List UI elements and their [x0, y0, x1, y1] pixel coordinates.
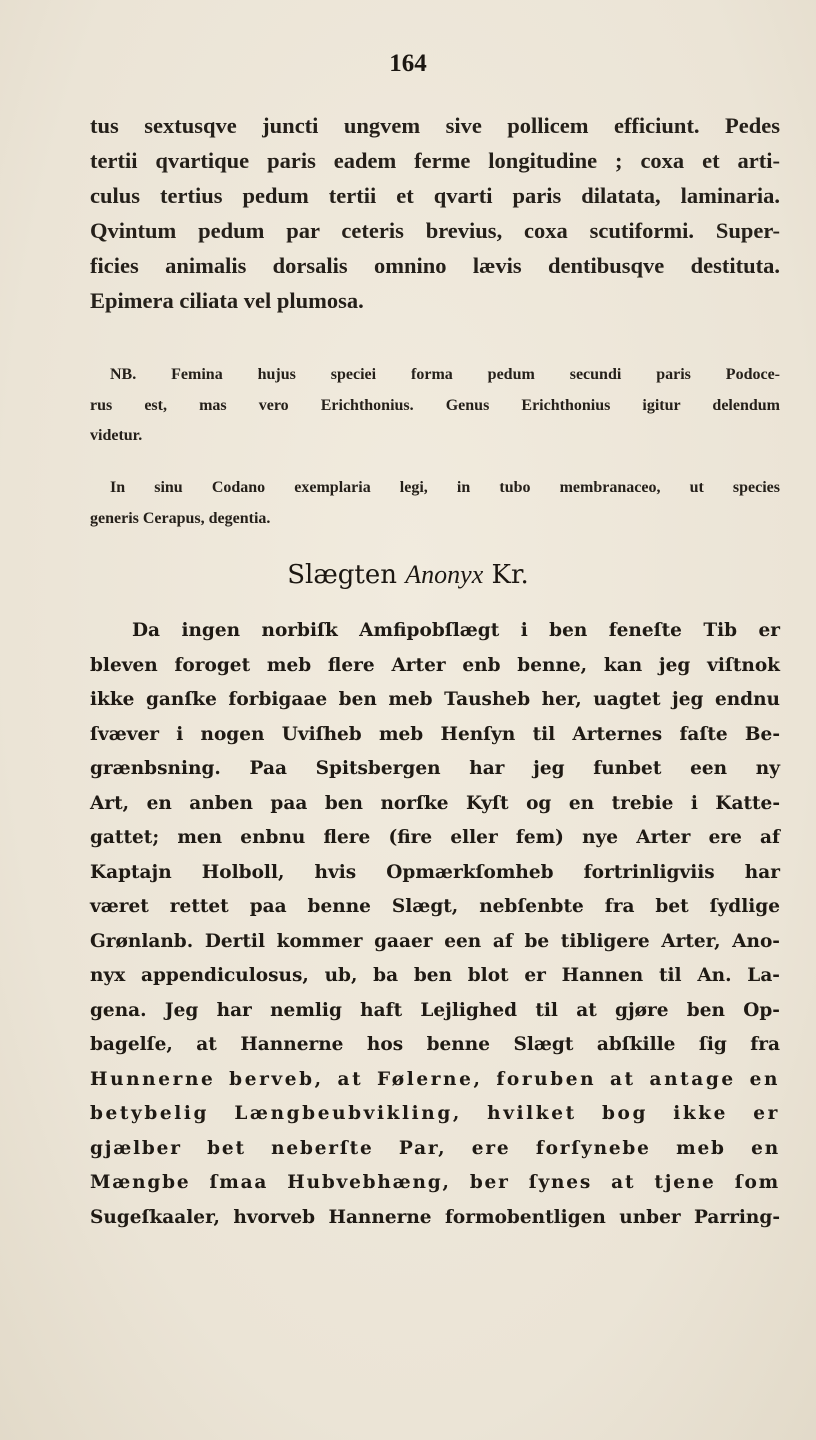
note-locality: [90, 473, 780, 534]
page-number: 164: [389, 50, 427, 77]
danish-line: Sugeſkaaler, hvorveb Hannerne formobentligen unber Parring-: [90, 1206, 780, 1228]
danish-line: bagelſe, at Hannerne hos benne Slægt abſkille ſig fra: [90, 1034, 780, 1055]
note-nb: [90, 360, 780, 452]
danish-line: ſvæver i nogen Uviſheb meb Henſyn til Arternes faſte Be-: [90, 723, 780, 745]
heading-genus: Anonyx: [405, 560, 484, 589]
danish-line: Grønlanb. Dertil kommer gaaer een af be tibligere Arter, Ano-: [90, 930, 780, 952]
danish-line: betybelig Længbeubvikling, hvilket bog ikke er: [90, 1103, 780, 1124]
note-line: rus est, mas vero Erichthonius. Genus Erichthonius igitur delendum: [90, 396, 780, 414]
danish-line: grænbsning. Paa Spitsbergen har jeg funbet een ny: [90, 758, 780, 779]
danish-line: gjælber bet neberſte Par, ere forſynebe meb en: [90, 1137, 780, 1159]
latin-line: tus sextusqve juncti ungvem sive pollicem efficiunt. Pedes: [90, 113, 780, 138]
latin-line: Epimera ciliata vel plumosa.: [90, 288, 364, 313]
note-line: generis Cerapus, degentia.: [90, 509, 271, 527]
latin-line: culus tertius pedum tertii et qvarti paris dilatata, laminaria.: [90, 183, 780, 208]
heading-suffix: Kr.: [491, 560, 529, 590]
danish-line: bleven foroget meb flere Arter enb benne, kan jeg viſtnok: [90, 654, 780, 676]
note-line: NB. Femina hujus speciei forma pedum secundi paris Podoce-: [110, 366, 780, 383]
danish-line: gattet; men enbnu flere (fire eller fem) nye Arter ere af: [90, 827, 780, 848]
danish-line: nyx appendiculosus, ub, ba ben blot er Hannen til An. La-: [90, 965, 780, 986]
heading-prefix: Slægten: [287, 560, 398, 590]
latin-line: Qvintum pedum par ceteris brevius, coxa scutiformi. Super-: [90, 218, 780, 243]
danish-line: Kaptajn Holboll, hvis Opmærkſomheb fortrinligviis har: [90, 861, 780, 883]
section-heading: [0, 560, 816, 590]
danish-line: været rettet paa benne Slægt, nebſenbte fra bet ſydlige: [90, 896, 780, 917]
danish-line: Da ingen norbiſk Amfipobſlægt i ben feneſte Tib er: [132, 620, 780, 641]
danish-line: Art, en anben paa ben norſke Kyſt og en trebie i Katte-: [90, 792, 780, 814]
danish-line: ikke ganſke forbigaae ben meb Tausheb her, uagtet jeg endnu: [90, 689, 780, 710]
danish-paragraph: [90, 614, 780, 1235]
danish-line: gena. Jeg har nemlig haft Lejlighed til at gjøre ben Op-: [90, 999, 780, 1021]
danish-line: Hunnerne berveb, at Følerne, foruben at antage en: [90, 1068, 780, 1090]
latin-line: tertii qvartique paris eadem ferme longitudine ; coxa et arti-: [90, 148, 780, 173]
latin-line: ficies animalis dorsalis omnino lævis dentibusqve destituta.: [90, 253, 780, 278]
danish-line: Mængbe ſmaa Hubvebhæng, ber ſynes at tjene ſom: [90, 1172, 780, 1193]
latin-paragraph: [90, 108, 780, 318]
note-line: In sinu Codano exemplaria legi, in tubo membranaceo, ut species: [110, 479, 780, 496]
note-line: videtur.: [90, 427, 143, 444]
